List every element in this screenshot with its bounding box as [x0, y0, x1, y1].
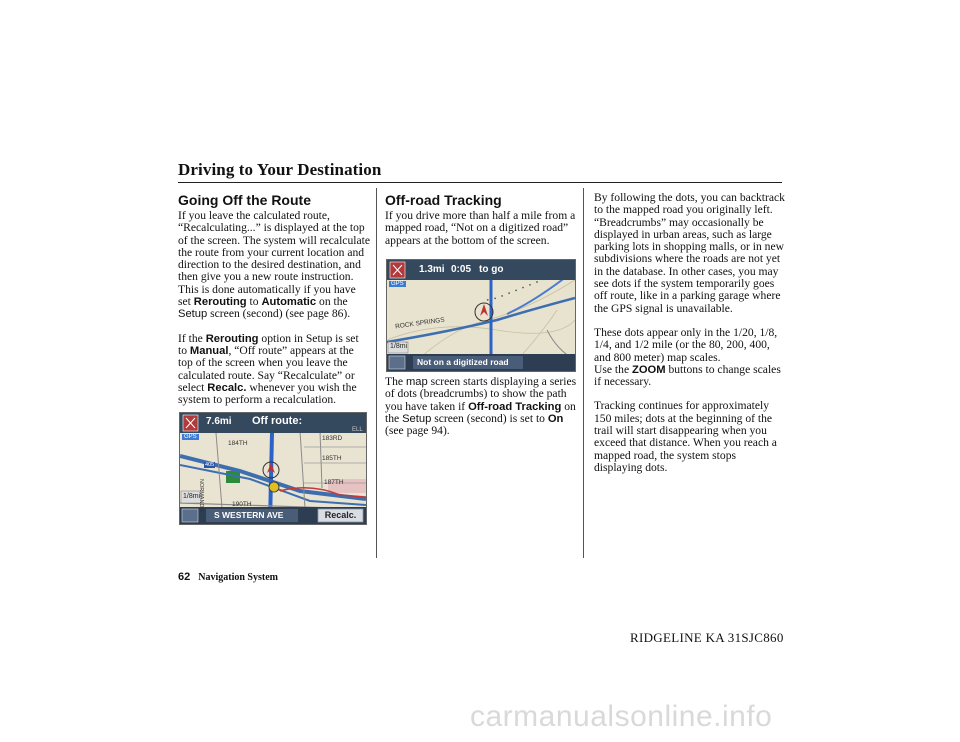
paragraph	[178, 210, 370, 321]
ui-term: Rerouting	[193, 296, 247, 309]
map-image	[387, 260, 575, 371]
ui-term: Rerouting	[205, 332, 259, 345]
text-run: on the	[316, 295, 348, 309]
ui-term: map	[405, 376, 428, 388]
ui-term: On	[547, 412, 564, 425]
distance-readout: 1.3mi	[419, 264, 445, 275]
model-code: RIDGELINE KA 31SJC860	[630, 630, 784, 645]
text-run: (see page 94).	[385, 424, 450, 438]
street-label: NORMANDIE	[198, 479, 204, 513]
current-street: S WESTERN AVE	[214, 510, 284, 520]
status-banner: Not on a digitized road	[417, 357, 509, 367]
ui-term: ZOOM	[632, 363, 666, 376]
text-run: screen starts displaying a series of dots (breadcrumbs) to show the path you have taken if	[385, 375, 577, 413]
text-run: Use the	[594, 362, 632, 376]
off-road-map-screenshot	[386, 259, 576, 372]
ui-term: Off-road Tracking	[468, 400, 562, 413]
column-off-road-tracking	[385, 192, 577, 247]
ui-term: Manual	[189, 344, 229, 357]
gps-indicator: GPS	[391, 281, 404, 287]
street-label: 190TH	[232, 501, 252, 508]
column-divider	[583, 188, 584, 558]
text-run: Tracking continues for approximately 150 miles; dots at the beginning of the trail will start disappearing when you exceed that distance. When you reach a mapped road, the system stops displaying dots.	[594, 399, 777, 474]
paragraph	[594, 400, 786, 474]
off-route-map-screenshot	[179, 412, 367, 525]
text-run: , “Off route” appears at the top of the screen when you leave the calculated route. Say “Recalculate” or select	[178, 343, 355, 394]
text-run: whenever you wish the system to perform a recalculation.	[178, 380, 357, 407]
text-run: If the	[178, 331, 206, 345]
section-heading: Off-road Tracking	[385, 192, 502, 208]
text-run: The	[385, 375, 406, 388]
column-divider	[376, 188, 377, 558]
page-number: 62	[178, 571, 191, 583]
text-run: By following the dots, you can backtrack to the mapped road you originally left. “Breadcrumbs” may occasionally be displayed in urban areas, such as large parking lots in shopping malls, or in new subdivisions where the roads are not yet in the database. In other cases, you may see dots if the system temporarily goes off route, like in a parking garage where the GPS signal is unavailable.	[594, 191, 785, 315]
watermark: carmanualsonline.info	[470, 700, 773, 733]
ui-term: Setup	[402, 412, 432, 425]
street-label: 184TH	[228, 440, 248, 447]
street-label: 187TH	[324, 479, 344, 486]
off-route-banner: Off route:	[252, 415, 303, 427]
map-image	[180, 413, 366, 524]
map-scale: 1/8mi	[390, 343, 408, 350]
street-label: 185TH	[322, 455, 342, 462]
text-run: buttons to change scales if necessary.	[594, 362, 781, 389]
column-off-road-tracking-cont	[385, 376, 577, 437]
page-footer	[178, 571, 278, 583]
section-heading: Going Off the Route	[178, 192, 311, 208]
text-run: If you drive more than half a mile from a mapped road, “Not on a digitized road” appears at the bottom of the screen.	[385, 209, 576, 247]
paragraph	[385, 210, 577, 247]
column-going-off-route	[178, 192, 370, 406]
paragraph	[178, 333, 370, 407]
text-run: These dots appear only in the 1/20, 1/8, 1/4, and 1/2 mile (or the 80, 200, 400, and 800 meter) map scales.	[594, 325, 778, 364]
text-run: on the	[385, 399, 576, 425]
ui-term: Setup	[178, 308, 208, 321]
recalc-button[interactable]: Recalc.	[324, 510, 357, 520]
footer-label: Navigation System	[198, 572, 278, 583]
text-run: to	[246, 295, 262, 309]
distance-readout: 7.6mi	[206, 416, 232, 427]
highway-shield: 405	[205, 462, 215, 468]
paragraph	[385, 376, 577, 437]
street-label: ELL	[352, 427, 363, 433]
gps-indicator: GPS	[184, 434, 197, 440]
map-scale: 1/8mi	[183, 493, 201, 500]
ui-term: Recalc.	[207, 381, 247, 394]
header-rule	[178, 182, 782, 183]
road-label: ROCK SPRINGS	[394, 316, 446, 331]
to-go-label: to go	[479, 264, 504, 275]
ui-term: Automatic	[261, 296, 317, 309]
text-run: screen (second) (see page 86).	[207, 307, 351, 321]
text-run: If you leave the calculated route, “Recalculating...” is displayed at the top of the screen. The system will recalculate the route from your current location and direction to the desired destination, and then give you a new route instruction. This is done automatically if you have set	[178, 209, 370, 309]
column-breadcrumbs	[594, 192, 786, 474]
time-readout: 0:05	[451, 264, 472, 275]
street-label: 183RD	[322, 435, 343, 442]
text-run: option in Setup is set to	[178, 331, 359, 357]
text-run: screen (second) is set to	[431, 411, 548, 425]
paragraph	[594, 192, 786, 315]
paragraph	[594, 327, 786, 388]
page-title: Driving to Your Destination	[178, 160, 382, 179]
